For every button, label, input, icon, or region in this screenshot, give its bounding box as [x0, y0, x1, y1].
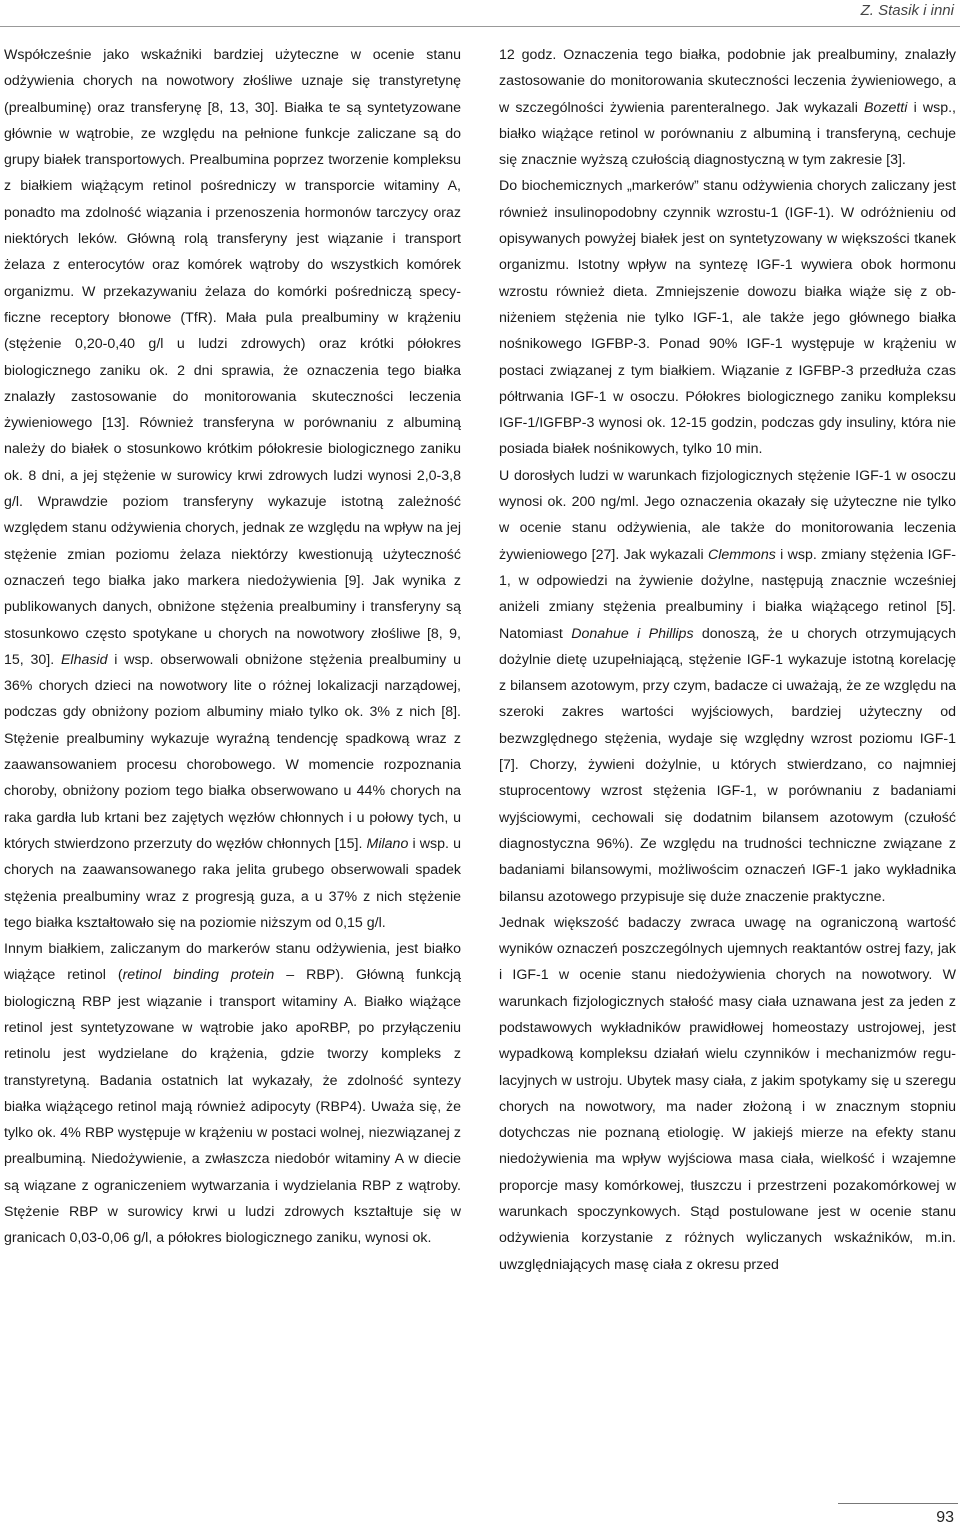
author-name: Clemmons [708, 546, 776, 563]
author-name: Donahue i Phillips [571, 625, 694, 642]
paragraph-body-mass: Jednak większość badaczy zwraca uwagę na ograniczoną wartość wyników oznaczeń poszczególnych ujemnych reaktantów ostrej fazy, jak i IGF-1 w ocenie stanu niedożywienia chorych na nowotwory. W warunkach fizjologicznych stałość masy ciała uznawana jest za jeden z podstawowych wykładników prawidłowej homeostazy ustrojowej, jest wypadkową kompleksu działań wielu czynników i mechanizmów regulacyjnych w ustroju. Ubytek masy ciała, z jakim spotykamy się u szeregu chorych na nowotwory, ma nader złożoną i w znacznym stopniu dotychczas nie poznaną etiologię. W jakiejś mierze na efekty stanu niedożywienia ma wpływ wyjściowa masa ciała, wielkość i wzajemne proporcje masy komórkowej, tłuszczu i przestrzeni pozakomórkowej w warunkach spoczynkowych. Stąd postulowane jest w ocenie stanu odżywienia korzystanie z różnych wyliczanych wskaźników, m.in. uwzględniających masę ciała z okresu przed [499, 914, 956, 1273]
author-name: Elhasid [60, 651, 108, 668]
author-name: Milano [366, 835, 409, 852]
paragraph-igf1: Do biochemicznych „markerów” stanu odżywienia chorych zaliczany jest również insulinopodobny czynnik wzrostu-1 (IGF-1). W odróżnieniu od opisywanych powyżej białek jest on syntetyzowany w większości tkanek organizmu. Istotny wpływ na syntezę IGF-1 wywiera obok hormonu wzrostu również dieta. Zmniejszenie dowozu białka wiąże się z obniżeniem stężenia nie tylko IGF-1, ale także jego głównego białka nośnikowego IGFBP-3. Ponad 90% IGF-1 występuje w krążeniu w postaci związanej z tym białkiem. Wiązanie z IGFBP-3 przedłuża czas półtrwania IGF-1 w osoczu. Półokres biologicznego zaniku kompleksu IGF-1/IGFBP-3 wynosi ok. 12-15 godzin, podczas gdy insuliny, która nie posiada białek nośnikowych, tylko 10 min. [499, 178, 956, 458]
paragraph-rbp: Innym białkiem, zaliczanym do markerów stanu odżywienia, jest białko wiążące retinol (retinol binding protein – RBP). Główną funkcją biologiczną RBP jest wiązanie i transport witaminy A. Białko wiążące retinol jest syntetyzowane w wątrobie jako apoRBP, po przyłączeniu retinolu jest wydzielane do krążenia, gdzie tworzy kompleks z transtyretyną. Badania ostatnich lat wykazały, że zdolność syntezy białka wiążącego retinol mają również adipocyty (RBP4). Uważa się, że tylko ok. 4% RBP występuje w krążeniu w postaci wolnej, niezwiązanej z prealbuminą. Niedożywienie, a zwłaszcza niedobór witaminy A w diecie są wiązane z ograniczeniem wytwarzania i wydzielania RBP z wątroby. Stężenie RBP w surowicy krwi u ludzi zdrowych kształtuje się w granicach 0,03-0,06 g/l, a półokres biologicznego zaniku, wynosi ok. [4, 941, 461, 1247]
right-column [499, 42, 956, 1278]
footer-rule [838, 1503, 958, 1504]
page-number: 93 [936, 1509, 954, 1526]
paragraph-prealbumin-transferrin: Współcześnie jako wskaźniki bardziej użyteczne w ocenie stanu odżywienia chorych na nowotwory złośliwe uznaje się transtyretynę (prealbuminę) oraz transferynę [8, 13, 30]. Białka te są syntetyzowane głównie w wątrobie, ze względu na pełnione funkcje zaliczane są do grupy białek transportowych. Prealbumina poprzez tworzenie kompleksu z białkiem wiążącym retinol pośredniczy w transporcie witaminy A, ponadto ma zdolność wiązania i przenoszenia hormonów tarczycy oraz niektórych leków. Główną rolą transferyny jest wiązanie i transport żelaza z enterocytów oraz komórek wątroby do wszystkich komórek organizmu. W przekazywaniu żelaza do komórki pośredniczą specyficzne receptory błonowe (TfR). Mała pula prealbuminy w krążeniu (stężenie 0,20-0,40 g/l u ludzi zdrowych) oraz krótki półokres biologicznego zaniku ok. 2 dni sprawia, że oznaczenia tego białka znalazły zastosowanie do monitorowania skuteczności leczenia żywieniowego [13]. Również transferyna w porównaniu z albuminą należy do białek o stosunkowo krótkim półokresie biologicznego zaniku ok. 8 dni, a jej stężenie w surowicy krwi zdrowych ludzi wynosi 2,0-3,8 g/l. Wprawdzie poziom transferyny wykazuje istotną zależność względem stanu odżywienia chorych, jednak ze względu na wpływ na jej stężenie zmian poziomu żelaza niektórzy kwestionują użyteczność oznaczeń tego białka jako markera niedożywienia [9]. Jak wynika z publikowanych danych, obniżone stężenia prealbuminy i transferyny są stosunkowo często spotykane u chorych na nowotwory złośliwe [8, 9, 15, 30]. Elhasid i wsp. obserwowali obniżone stężenia prealbuminy u 36% chorych dzieci na nowotwory lite o różnej lokalizacji narządowej, podczas gdy obniżony poziom albuminy miało tylko ok. 3% z nich [8]. Stężenie prealbuminy wykazuje wyraźną tendencję spadkową wraz z zaawansowaniem procesu chorobowego. W momencie rozpoznania choroby, obniżony poziom tego białka obserwowano u 44% chorych na raka gardła lub krtani bez zajętych węzłów chłonnych i u połowy tych, u których stwierdzono przerzuty do węzłów chłonnych [15]. Milano i wsp. u chorych na zaawansowanego raka jelita grubego obserwowali spadek stężenia prealbuminy wraz z progresją guza, a u 37% z nich stężenie tego białka kształtowało się na poziomie niższym od 0,15 g/l. [4, 47, 461, 931]
page-header [0, 0, 960, 27]
left-column [4, 42, 461, 1252]
paragraph-rbp-continued: 12 godz. Oznaczenia tego białka, podobnie jak prealbuminy, znalazły zastosowanie do monitorowania skuteczności leczenia żywieniowego, a w szczególności żywienia parenteralnego. Jak wykazali Bozetti i wsp., białko wiążące retinol w porównaniu z albuminą i transferyną, cechuje się znacznie wyższą czułością diagnostyczną w tym zakresie [3]. [499, 47, 956, 169]
author-name: Bozetti [864, 99, 908, 116]
term-italic: retinol binding protein [122, 967, 275, 984]
paragraph-igf1-adults: U dorosłych ludzi w warunkach fizjologicznych stężenie IGF-1 w osoczu wynosi ok. 200 ng/ml. Jego oznaczenia okazały się użyteczne nie tylko w ocenie stanu odżywienia, ale także do monitorowania leczenia żywieniowego [27]. Jak wykazali Clemmons i wsp. zmiany stężenia IGF-1, w odpowiedzi na żywienie dożylne, następują znacznie wcześniej aniżeli zmiany stężenia prealbuminy i białka wiążącego retinol [5]. Natomiast Donahue i Phillips donoszą, że u chorych otrzymujących dożylnie dietę uzupełniającą, stężenie IGF-1 wykazuje istotną korelację z bilansem azotowym, przy czym, badacze ci uważają, że ze względu na szeroki zakres wartości wyjściowych, bardziej użyteczny od bezwzględnego stężenia, wydaje się względny wzrost poziomu IGF-1 [7]. Chorzy, żywieni dożylnie, u których stwierdzano, co najmniej stuprocentowy wzrost stężenia IGF-1, w porównaniu z badaniami wyjściowymi, cechowali się dodatnim bilansem azotowym (czułość diagnostyczna 96%). Ze względu na trudności techniczne związane z badaniami bilansowymi, możliwościm oznaczeń IGF-1 jako wykładnika bilansu azotowego przypisuje się duże znaczenie praktyczne. [499, 467, 956, 905]
running-head-author: Z. Stasik i inni [860, 2, 954, 19]
